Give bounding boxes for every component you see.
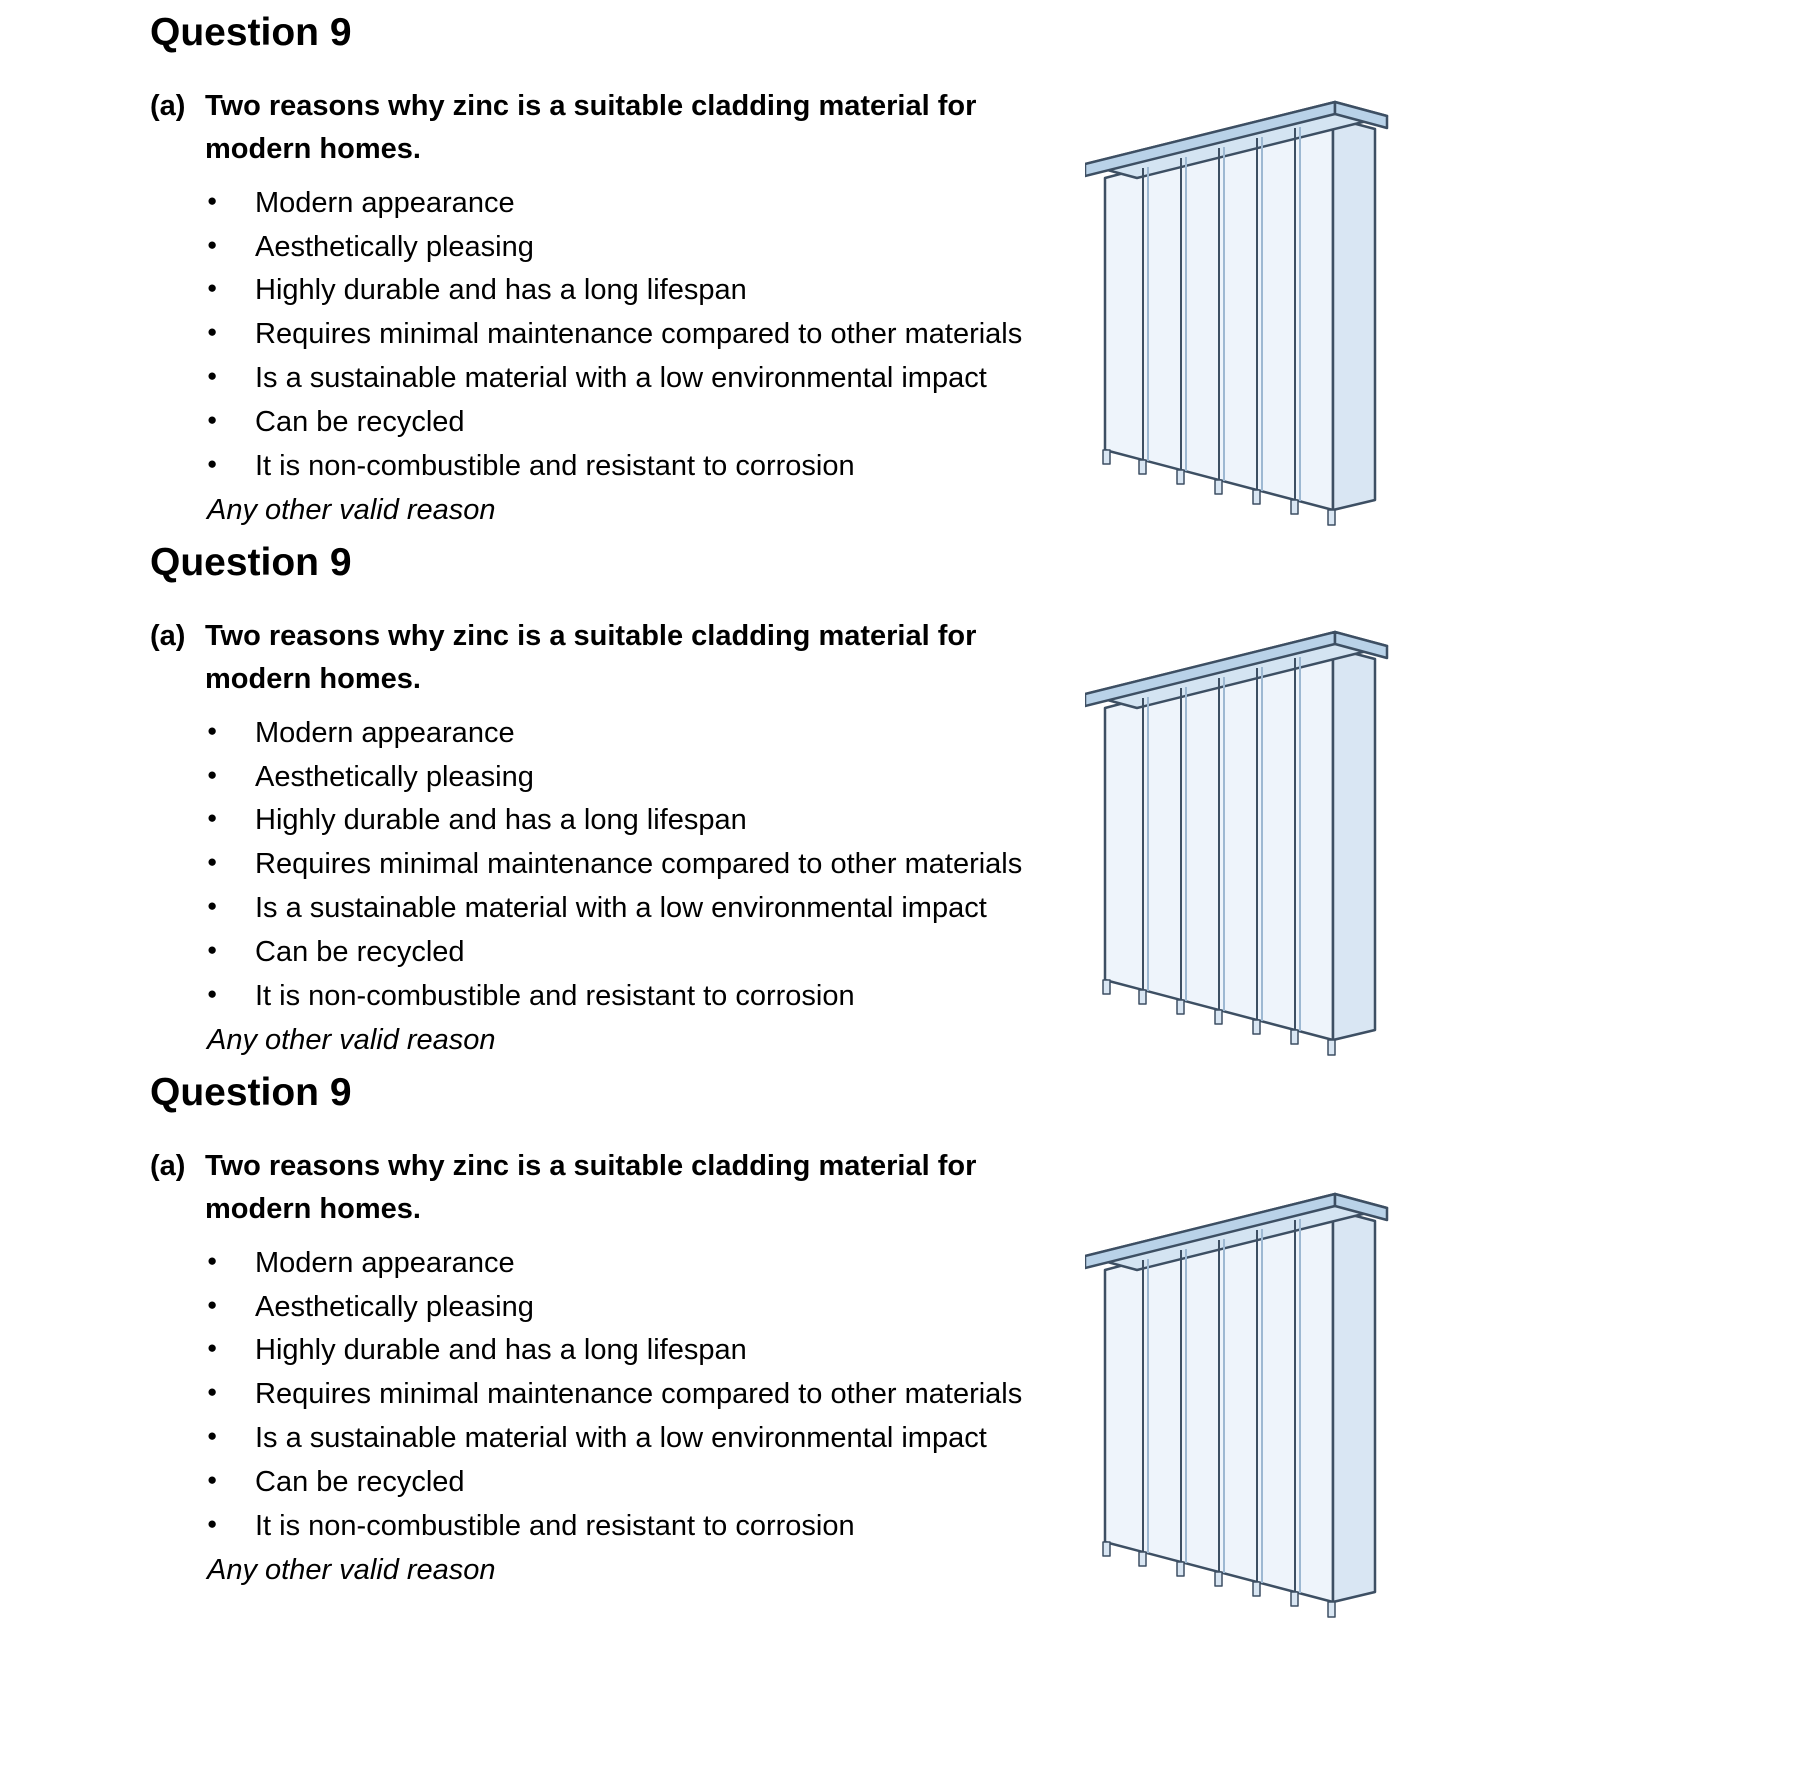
question-section bbox=[150, 10, 1818, 540]
answer-bullet-list bbox=[150, 716, 1117, 1014]
part-label: (a) bbox=[150, 89, 186, 122]
bullet-item: ● Highly durable and has a long lifespan bbox=[207, 803, 1117, 838]
question-section bbox=[150, 540, 1818, 1070]
bullet-item: ● Requires minimal maintenance compared to other materials bbox=[207, 847, 1117, 882]
part-a-row bbox=[150, 615, 1818, 702]
bullet-item: ● Is a sustainable material with a low environmental impact bbox=[207, 891, 1117, 926]
bullet-item: ● Modern appearance bbox=[207, 1246, 1117, 1281]
part-a-row bbox=[150, 1145, 1818, 1232]
bullet-item: ● Aesthetically pleasing bbox=[207, 230, 1117, 265]
bullet-item: ● Is a sustainable material with a low environmental impact bbox=[207, 361, 1117, 396]
bullet-item: ● Can be recycled bbox=[207, 405, 1117, 440]
question-section bbox=[150, 1070, 1818, 1600]
answer-bullet-list bbox=[150, 1246, 1117, 1544]
zinc-cladding-illustration bbox=[1085, 98, 1430, 530]
part-label: (a) bbox=[150, 619, 186, 652]
bullet-item: ● It is non-combustible and resistant to corrosion bbox=[207, 449, 1117, 484]
question-prompt: Two reasons why zinc is a suitable cladding material for modern homes. bbox=[205, 619, 977, 696]
any-other-valid-reason-note: Any other valid reason bbox=[207, 494, 496, 527]
bullet-item: ● Can be recycled bbox=[207, 935, 1117, 970]
cladding-drawing-group bbox=[1085, 632, 1387, 1055]
bullet-item: ● Highly durable and has a long lifespan bbox=[207, 273, 1117, 308]
question-heading: Question 9 bbox=[150, 541, 352, 584]
cladding-drawing-group bbox=[1085, 1194, 1387, 1617]
question-prompt: Two reasons why zinc is a suitable cladding material for modern homes. bbox=[205, 1149, 977, 1226]
bullet-item: ● Is a sustainable material with a low environmental impact bbox=[207, 1421, 1117, 1456]
any-other-valid-reason-note: Any other valid reason bbox=[207, 1554, 496, 1587]
side-panel bbox=[1333, 648, 1375, 1040]
bullet-item: ● Can be recycled bbox=[207, 1465, 1117, 1500]
side-panel bbox=[1333, 118, 1375, 510]
question-prompt: Two reasons why zinc is a suitable cladding material for modern homes. bbox=[205, 89, 977, 166]
bullet-item: ● Modern appearance bbox=[207, 186, 1117, 221]
zinc-cladding-illustration bbox=[1085, 1190, 1430, 1622]
answer-bullet-list bbox=[150, 186, 1117, 484]
bullet-item: ● It is non-combustible and resistant to corrosion bbox=[207, 1509, 1117, 1544]
part-label: (a) bbox=[150, 1149, 186, 1182]
side-panel bbox=[1333, 1210, 1375, 1602]
bullet-item: ● Requires minimal maintenance compared to other materials bbox=[207, 317, 1117, 352]
zinc-cladding-illustration bbox=[1085, 628, 1430, 1060]
any-other-valid-reason-note: Any other valid reason bbox=[207, 1024, 496, 1057]
bullet-item: ● Requires minimal maintenance compared to other materials bbox=[207, 1377, 1117, 1412]
bullet-item: ● Modern appearance bbox=[207, 716, 1117, 751]
bullet-item: ● Aesthetically pleasing bbox=[207, 1290, 1117, 1325]
cladding-drawing-group bbox=[1085, 102, 1387, 525]
part-a-row bbox=[150, 85, 1818, 172]
question-heading: Question 9 bbox=[150, 11, 352, 54]
question-heading: Question 9 bbox=[150, 1071, 352, 1114]
bullet-item: ● Aesthetically pleasing bbox=[207, 760, 1117, 795]
bullet-item: ● It is non-combustible and resistant to corrosion bbox=[207, 979, 1117, 1014]
bullet-item: ● Highly durable and has a long lifespan bbox=[207, 1333, 1117, 1368]
